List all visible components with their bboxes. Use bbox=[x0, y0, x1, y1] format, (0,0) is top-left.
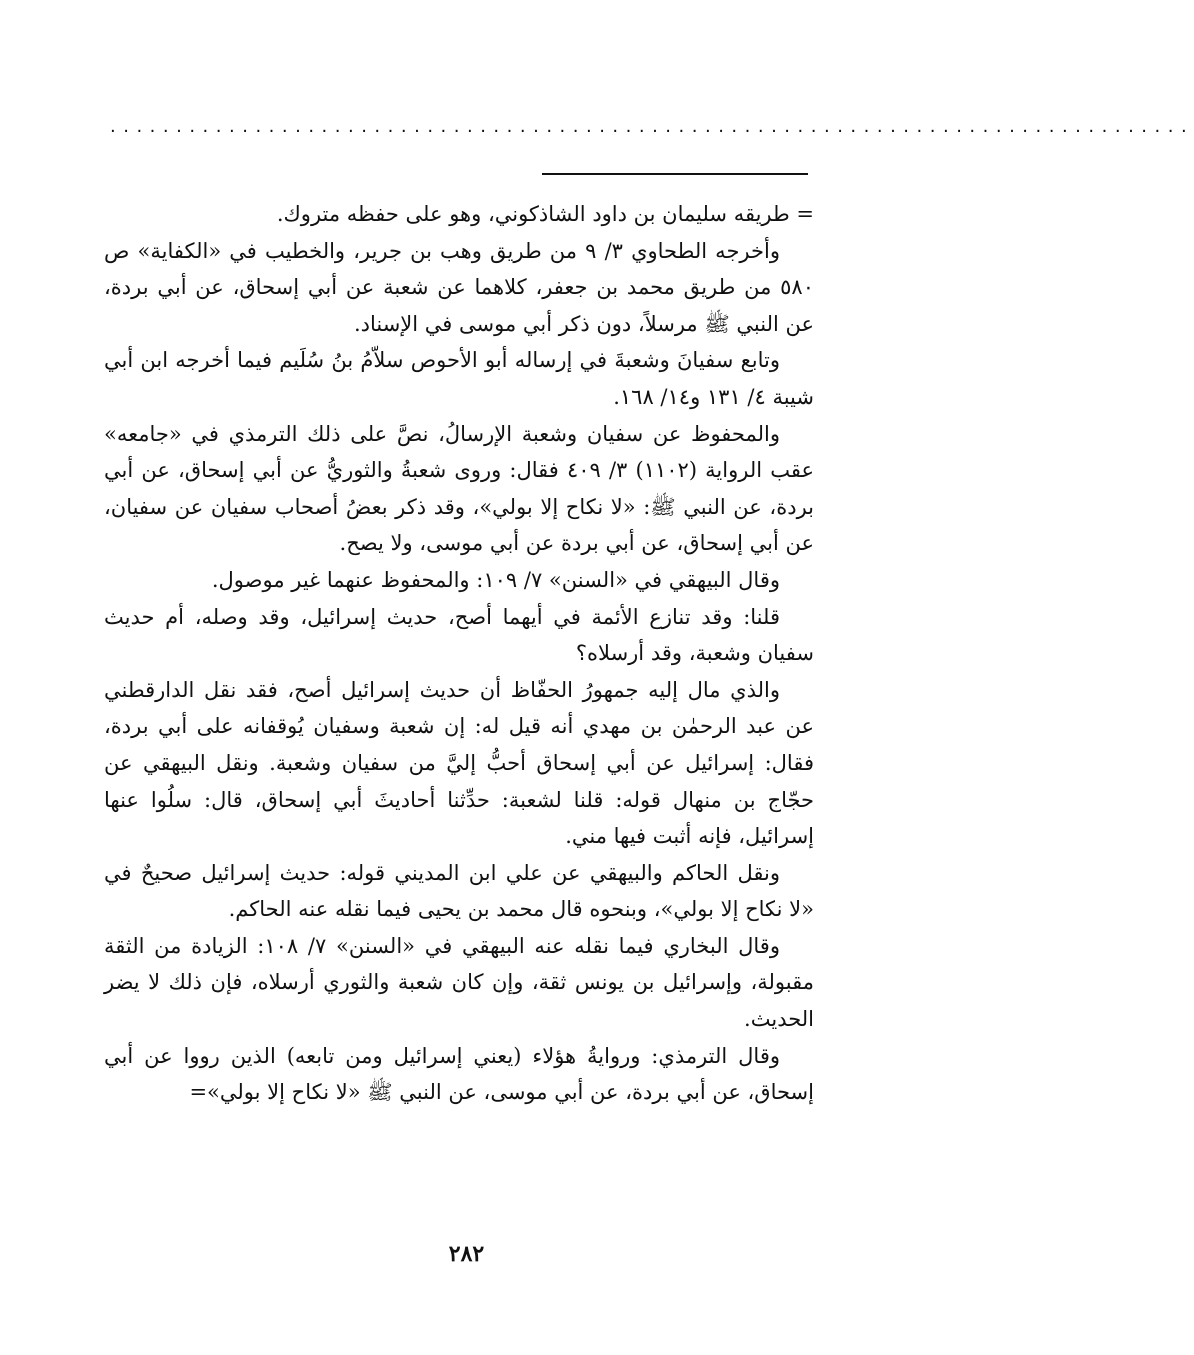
paragraph: وقال البيهقي في «السنن» ٧/ ١٠٩: والمحفوظ عنهما غير موصول. bbox=[211, 567, 780, 592]
footnote-body bbox=[104, 196, 814, 1111]
paragraph: وقال الترمذي: وروايةُ هؤلاء (يعني إسرائيل ومن تابعه) الذين رووا عن أبي إسحاق، عن أبي بردة، عن أبي موسى، عن النبي ﷺ «لا نكاح إلا بولي»= bbox=[104, 1043, 814, 1105]
paragraph: والذي مال إليه جمهورُ الحفّاظ أن حديث إسرائيل أصح، فقد نقل الدارقطني عن عبد الرحمٰن بن مهدي أنه قيل له: إن شعبة وسفيان يُوقفانه على أبي بردة، فقال: إسرائيل عن أبي إسحاق أحبُّ إليَّ من سفيان وشعبة. ونقل البيهقي عن حجّاج بن منهال قوله: قلنا لشعبة: حدِّثنا أحاديثَ أبي إسحاق، قال: سلُوا عنها إسرائيل، فإنه أثبت فيها مني. bbox=[104, 677, 814, 849]
paragraph: وأخرجه الطحاوي ٣/ ٩ من طريق وهب بن جرير، والخطيب في «الكفاية» ص ٥٨٠ من طريق محمد بن جعفر، كلاهما عن شعبة عن أبي إسحاق، عن أبي بردة، عن النبي ﷺ مرسلاً، دون ذكر أبي موسى في الإسناد. bbox=[104, 238, 814, 336]
paragraph: قلنا: وقد تنازع الأئمة في أيهما أصح، حديث إسرائيل، وقد وصله، أم حديث سفيان وشعبة، وقد أرسلاه؟ bbox=[104, 604, 814, 666]
paragraph: والمحفوظ عن سفيان وشعبة الإرسالُ، نصَّ على ذلك الترمذي في «جامعه» عقب الرواية (١١٠٢) ٣/ ٤٠٩ فقال: وروى شعبةُ والثوريُّ عن أبي إسحاق، عن أبي بردة، عن النبي ﷺ: «لا نكاح إلا بولي»، وقد ذكر بعضُ أصحاب سفيان عن سفيان، عن أبي إسحاق، عن أبي بردة عن أبي موسى، ولا يصح. bbox=[104, 421, 814, 556]
paragraph: وتابع سفيانَ وشعبةَ في إرساله أبو الأحوص سلاّمُ بنُ سُلَيم فيما أخرجه ابن أبي شيبة ٤/ ١٣١ و١٤/ ١٦٨. bbox=[104, 348, 814, 409]
footnote-rule bbox=[542, 173, 808, 175]
paragraph-continuation: = طريقه سليمان بن داود الشاذكوني، وهو على حفظه متروك. bbox=[276, 202, 814, 226]
paragraph: ونقل الحاكم والبيهقي عن علي ابن المديني قوله: حديث إسرائيل صحيحٌ في «لا نكاح إلا بولي»، وبنحوه قال محمد بن يحيى فيما نقله عنه الحاكم. bbox=[104, 860, 814, 922]
paragraph: وقال البخاري فيما نقله عنه البيهقي في «السنن» ٧/ ١٠٨: الزيادة من الثقة مقبولة، وإسرائيل بن يونس ثقة، وإن كان شعبة والثوري أرسلاه، فإن ذلك لا يضر الحديث. bbox=[104, 933, 814, 1032]
separator-dotted-line: .................................................................................. bbox=[110, 116, 1194, 137]
page-number: ٢٨٢ bbox=[448, 1241, 485, 1267]
